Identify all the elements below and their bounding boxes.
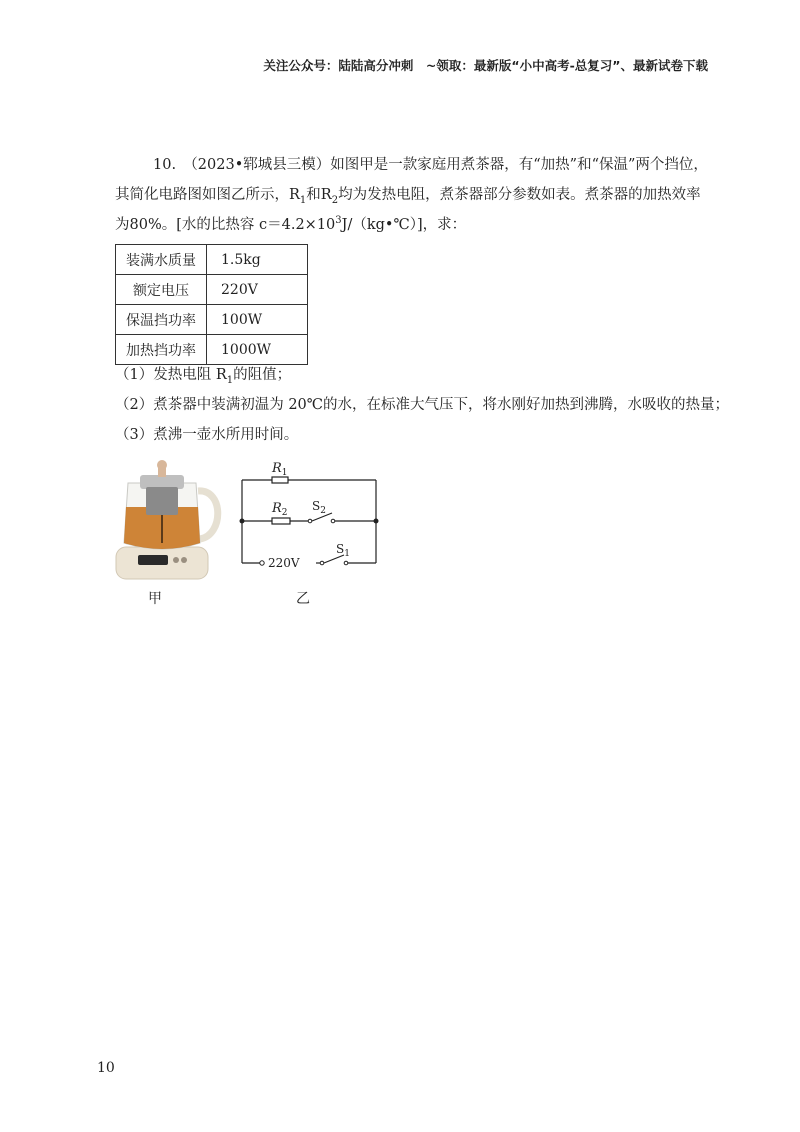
- question-line-2: [115, 187, 701, 204]
- table-cell-key: 额定电压: [116, 275, 207, 305]
- sub-question-3: （3）煮沸一壶水所用时间。: [115, 427, 299, 443]
- voltage-label: 220V: [268, 556, 300, 570]
- parameter-table: [115, 244, 308, 365]
- r1-label: R: [272, 461, 282, 476]
- r1-label-sub: 1: [281, 468, 288, 478]
- question-text-2c: 均为发热电阻，煮茶器部分参数如表。煮茶器的加热效率: [338, 187, 701, 203]
- svg-text:S1: [336, 542, 350, 559]
- circuit-diagram: [232, 455, 392, 585]
- page-number: 10: [97, 1060, 115, 1076]
- svg-text:R2: [271, 501, 288, 518]
- table-cell-value: 100W: [207, 305, 308, 335]
- question-text-2a: 其简化电路图如图乙所示，R: [115, 187, 300, 203]
- table-cell-value: 220V: [207, 275, 308, 305]
- question-text-1: 10. （2023•郓城县三模）如图甲是一款家庭用煮茶器，有“加热”和“保温”两个挡位，: [153, 157, 708, 173]
- table-cell-key: 装满水质量: [116, 245, 207, 275]
- caption-yi: 乙: [296, 591, 310, 607]
- exponent: 3: [335, 215, 342, 227]
- s2-label: S: [312, 499, 321, 513]
- s1-label-sub: 1: [344, 549, 350, 559]
- caption-jia: 甲: [148, 591, 162, 607]
- r2-label: R: [272, 501, 282, 516]
- s2-label-sub: 2: [320, 506, 326, 516]
- svg-text:S2: [312, 499, 326, 516]
- r1-subscript: 1: [299, 194, 307, 206]
- svg-text:R1: [271, 461, 288, 478]
- header-note: 关注公众号：陆陆高分冲刺 ~领取：最新版“小中高考-总复习”、最新试卷下载: [263, 58, 708, 73]
- resistor-r2: [272, 518, 290, 524]
- r1-subscript: 1: [226, 374, 234, 386]
- table-row: [116, 245, 308, 275]
- question-text-3b: J/（kg•℃）]，求：: [341, 217, 467, 233]
- question-line-1: [153, 157, 708, 174]
- question-text-2b: 和R: [306, 187, 332, 203]
- table-cell-value: 1.5kg: [207, 245, 308, 275]
- question-text-3a: 为80%。[水的比热容 c＝4.2×10: [115, 217, 336, 233]
- sub-question-2: （2）煮茶器中装满初温为 20℃的水，在标准大气压下，将水刚好加热到沸腾，水吸收的热量；: [115, 397, 730, 413]
- table-cell-key: 加热挡功率: [116, 335, 207, 365]
- table-row: [116, 305, 308, 335]
- s1-label: S: [336, 542, 345, 556]
- sub-question-1-text-b: 的阻值；: [233, 367, 292, 383]
- tea-maker-image: [112, 455, 230, 583]
- sub-question-1: [115, 367, 291, 384]
- table-cell-key: 保温挡功率: [116, 305, 207, 335]
- r2-label-sub: 2: [281, 508, 288, 518]
- table-row: [116, 275, 308, 305]
- table-row: [116, 335, 308, 365]
- r2-subscript: 2: [331, 194, 339, 206]
- question-line-3: [115, 217, 466, 234]
- table-cell-value: 1000W: [207, 335, 308, 365]
- sub-question-1-text-a: （1）发热电阻 R: [115, 367, 227, 383]
